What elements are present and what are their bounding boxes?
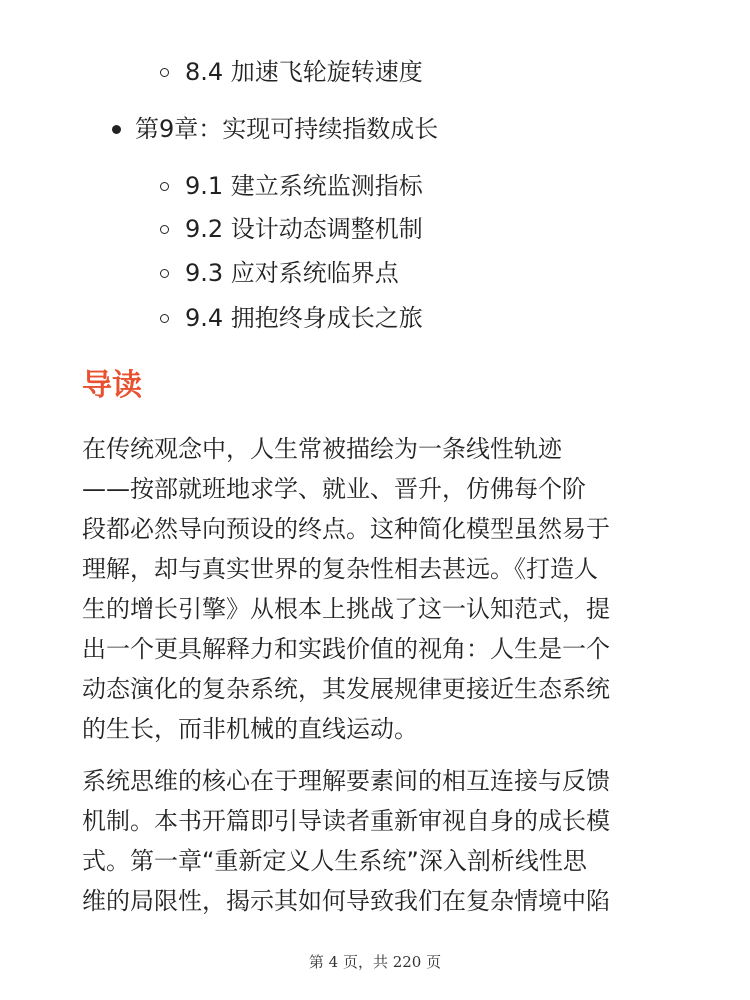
page-number-footer: 第 4 页，共 220 页 (308, 953, 442, 971)
paragraph-line: 生的增长引擎》从根本上挑战了这一认知范式，提 (82, 595, 610, 623)
section-heading: 导读 (82, 368, 142, 403)
paragraph-line: 出一个更具解释力和实践价值的视角：人生是一个 (82, 635, 610, 663)
toc-sub-item-label: 8.4 加速飞轮旋转速度 (185, 58, 423, 86)
paragraph-line: 系统思维的核心在于理解要素间的相互连接与反馈 (82, 767, 610, 795)
body-paragraph (82, 761, 672, 921)
paragraph-line: ——按部就班地求学、就业、晋升，仿佛每个阶 (82, 475, 586, 503)
toc-sub-item-label: 9.1 建立系统监测指标 (185, 172, 423, 200)
paragraph-line: 机制。本书开篇即引导读者重新审视自身的成长模 (82, 807, 610, 835)
circle-bullet-icon (160, 314, 169, 323)
toc-sub-item-label: 9.4 拥抱终身成长之旅 (185, 304, 423, 332)
paragraph-line: 维的局限性，揭示其如何导致我们在复杂情境中陷 (82, 887, 610, 915)
toc-chapter-item[interactable] (112, 114, 438, 144)
body-paragraph (82, 429, 672, 749)
toc-chapter-label: 第9章：实现可持续指数成长 (135, 115, 439, 143)
circle-bullet-icon (160, 68, 169, 77)
toc-sub-item[interactable] (160, 303, 423, 333)
circle-bullet-icon (160, 269, 169, 278)
toc-sub-item[interactable] (160, 171, 423, 201)
paragraph-line: 的生长，而非机械的直线运动。 (82, 715, 418, 743)
toc-sub-item-label: 9.2 设计动态调整机制 (185, 215, 423, 243)
circle-bullet-icon (160, 225, 169, 234)
disc-bullet-icon (112, 125, 121, 134)
circle-bullet-icon (160, 182, 169, 191)
paragraph-line: 动态演化的复杂系统，其发展规律更接近生态系统 (82, 675, 610, 703)
toc-sub-item-label: 9.3 应对系统临界点 (185, 259, 399, 287)
paragraph-line: 理解，却与真实世界的复杂性相去甚远。《打造人 (82, 555, 598, 583)
paragraph-line: 段都必然导向预设的终点。这种简化模型虽然易于 (82, 515, 610, 543)
toc-sub-item[interactable] (160, 258, 399, 288)
toc-sub-item[interactable] (160, 57, 423, 87)
toc-sub-item[interactable] (160, 214, 423, 244)
paragraph-line: 在传统观念中，人生常被描绘为一条线性轨迹 (82, 435, 562, 463)
paragraph-line: 式。第一章“重新定义人生系统”深入剖析线性思 (82, 847, 587, 875)
